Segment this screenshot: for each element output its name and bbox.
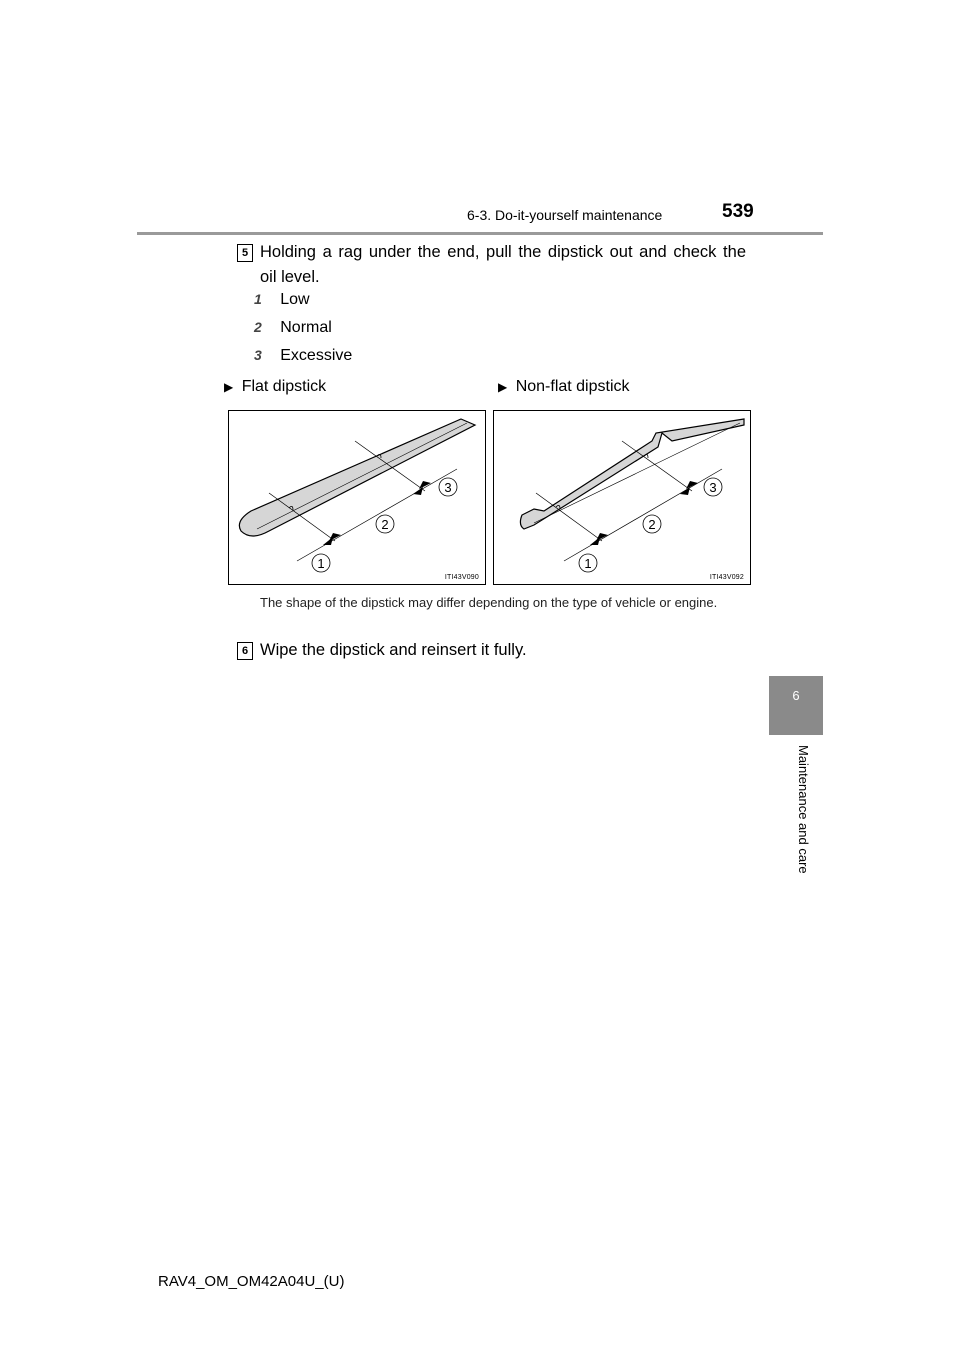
item-label: Normal bbox=[280, 319, 332, 336]
callout-number: 2 bbox=[254, 319, 262, 335]
flat-dipstick-illustration bbox=[229, 411, 485, 584]
item-label: Excessive bbox=[280, 347, 353, 364]
figure-code: ITI43V092 bbox=[709, 574, 744, 581]
step-6-text: Wipe the dipstick and reinsert it fully. bbox=[260, 641, 527, 659]
step-5-text-line1: Holding a rag under the end, pull the dipstick out and check the bbox=[260, 243, 746, 261]
figure-flat-dipstick bbox=[228, 410, 486, 585]
step-5-text-line2: oil level. bbox=[260, 268, 320, 286]
step-5-marker: 5 bbox=[237, 244, 253, 262]
callout-1: 1 bbox=[317, 556, 325, 571]
callout-number: 1 bbox=[254, 291, 262, 307]
figure-code: ITI43V090 bbox=[444, 574, 479, 581]
chapter-label: Maintenance and care bbox=[796, 745, 811, 874]
step-6-marker: 6 bbox=[237, 642, 253, 660]
callout-3: 3 bbox=[444, 480, 452, 495]
callout-2: 2 bbox=[648, 517, 656, 532]
chapter-number: 6 bbox=[792, 688, 800, 703]
figure-heading-flat: ▶ Flat dipstick bbox=[224, 378, 327, 395]
document-code-footer: RAV4_OM_OM42A04U_(U) bbox=[158, 1273, 345, 1290]
triangle-bullet-icon: ▶ bbox=[224, 380, 234, 394]
page-number: 539 bbox=[722, 201, 754, 222]
callout-3: 3 bbox=[709, 480, 717, 495]
callout-1: 1 bbox=[584, 556, 592, 571]
item-label: Low bbox=[280, 291, 310, 308]
item-normal bbox=[254, 319, 332, 337]
chapter-tab bbox=[769, 676, 823, 735]
item-excessive bbox=[254, 347, 352, 365]
section-title: 6-3. Do-it-yourself maintenance bbox=[467, 207, 663, 223]
nonflat-dipstick-illustration bbox=[494, 411, 750, 584]
triangle-bullet-icon: ▶ bbox=[498, 380, 508, 394]
item-low bbox=[254, 291, 310, 309]
figure-heading-nonflat: ▶ Non-flat dipstick bbox=[498, 378, 630, 395]
figure-nonflat-dipstick bbox=[493, 410, 751, 585]
header-rule bbox=[137, 232, 823, 235]
callout-2: 2 bbox=[381, 517, 389, 532]
figure-caption: The shape of the dipstick may differ depending on the type of vehicle or engine. bbox=[260, 595, 718, 610]
callout-number: 3 bbox=[254, 347, 262, 363]
